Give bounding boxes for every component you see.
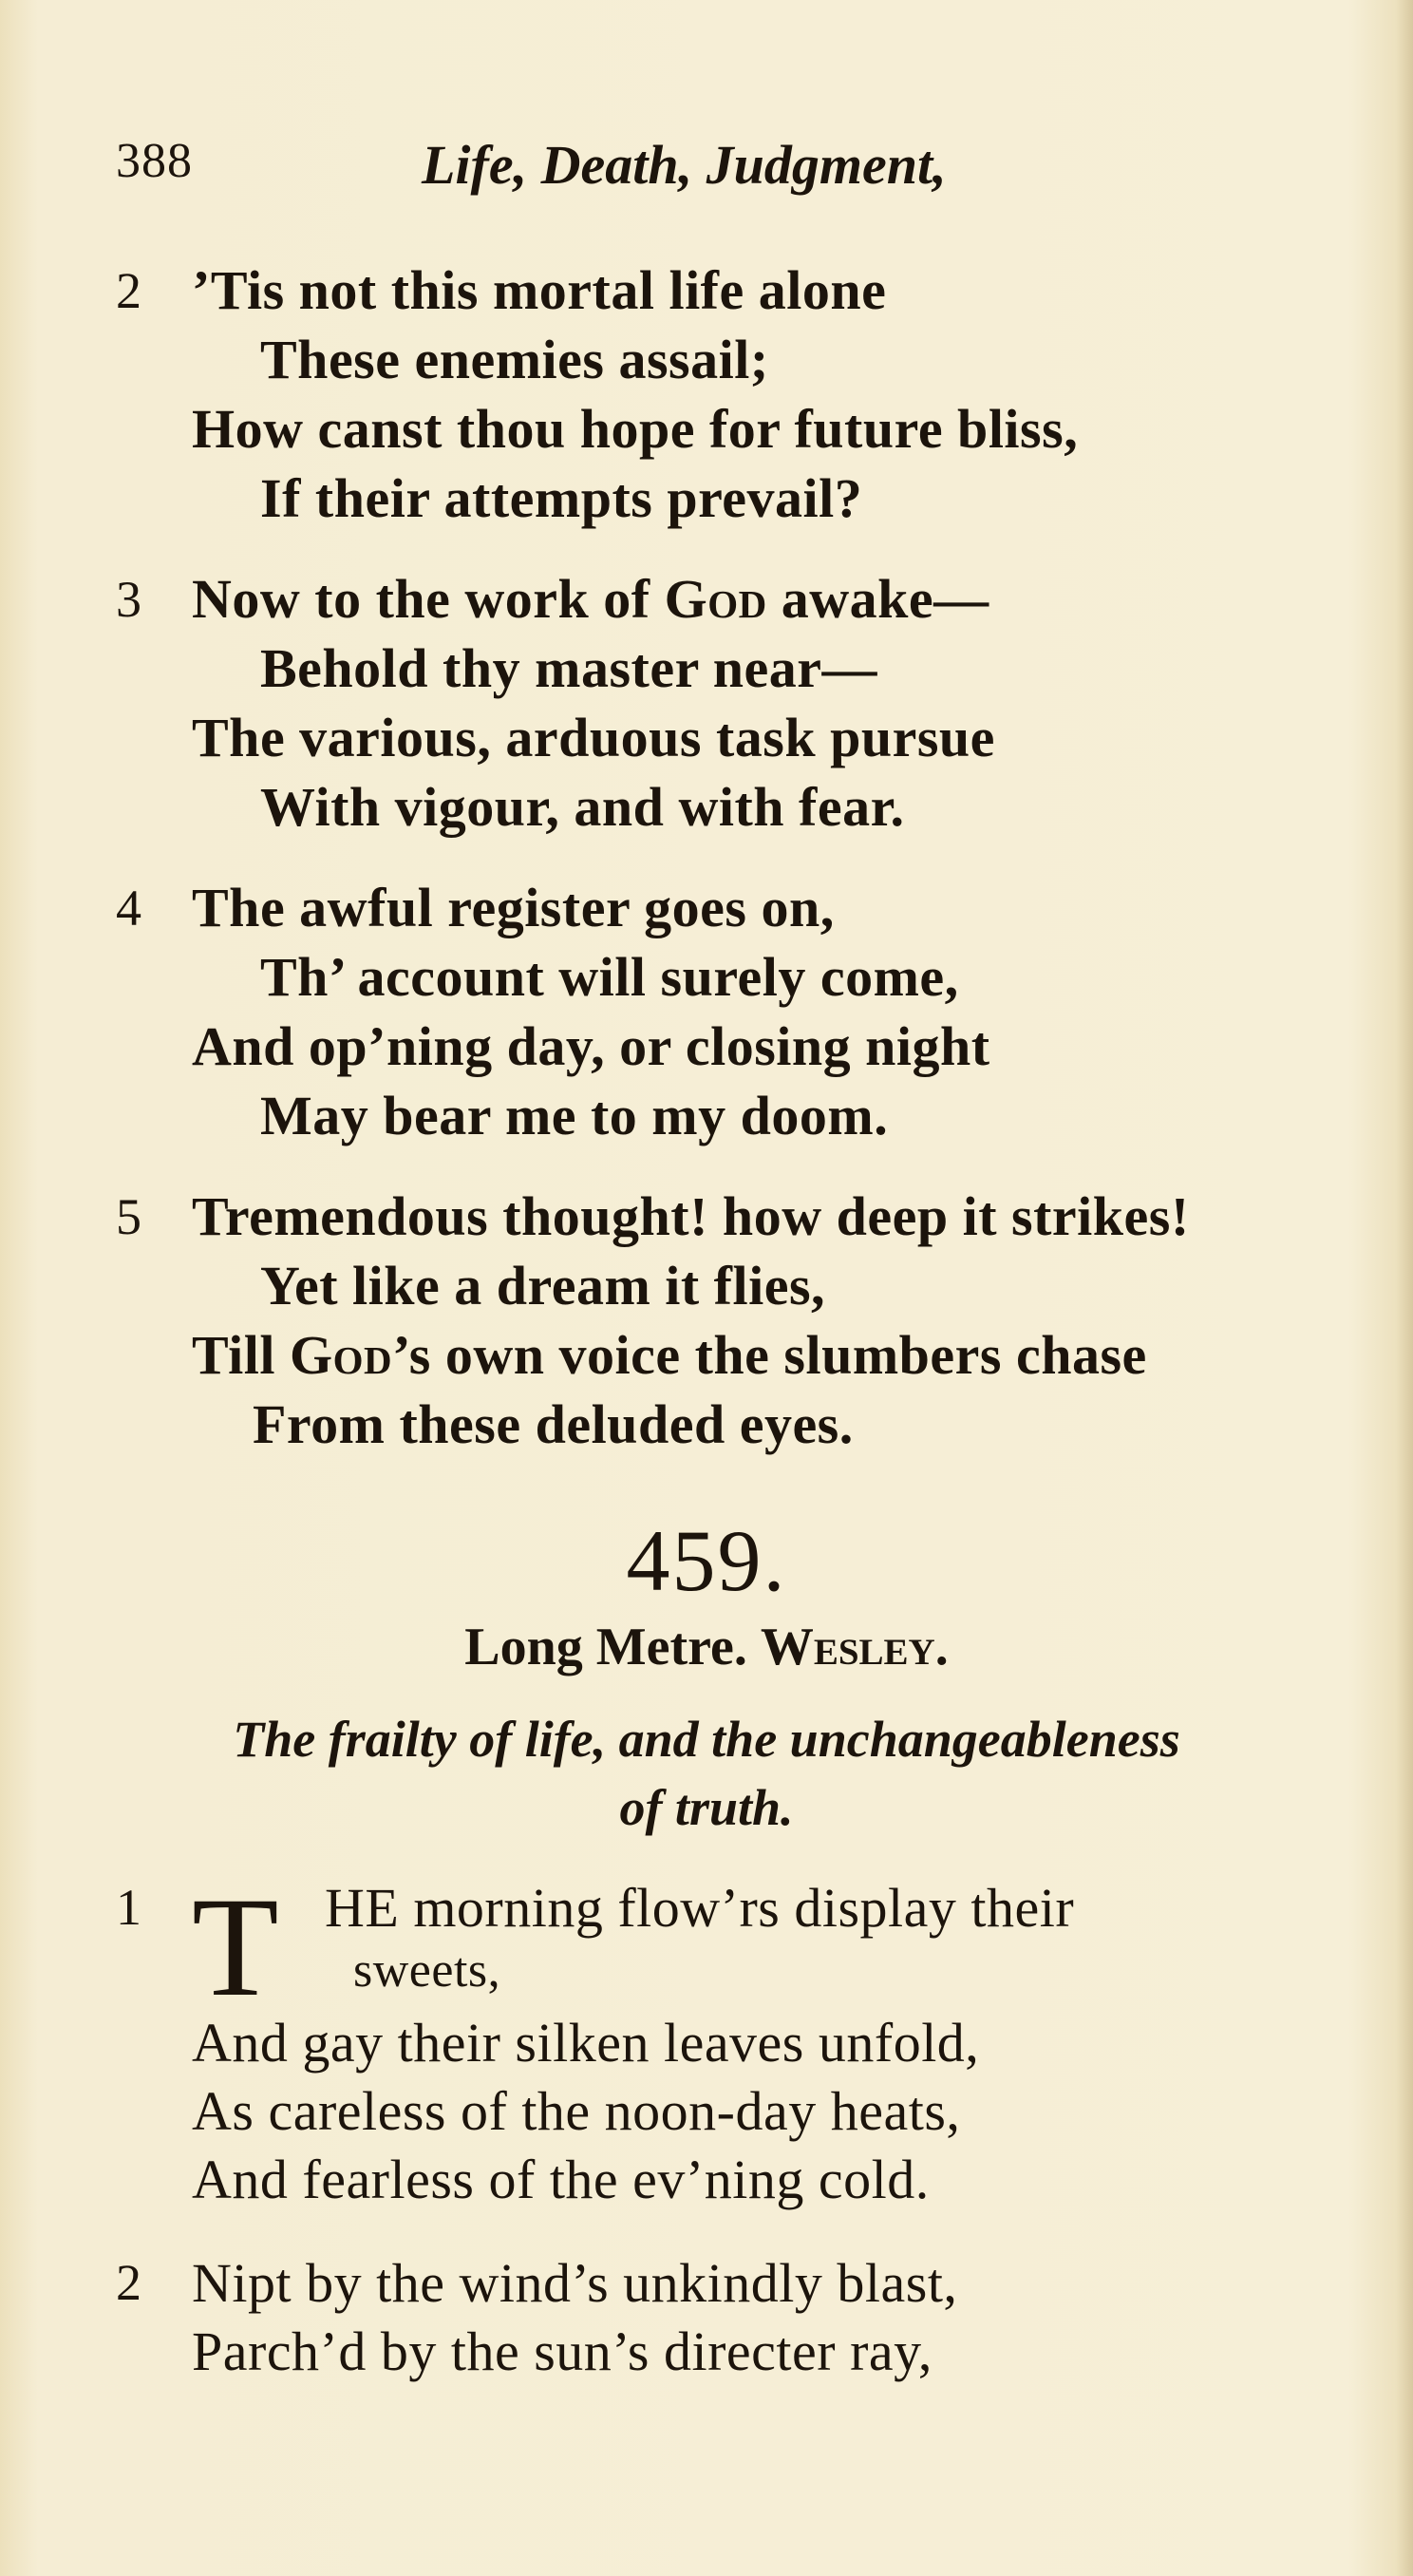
- verse-line: How canst thou hope for future bliss,: [192, 398, 1079, 460]
- verse-line: And op’ning day, or closing night: [192, 1015, 990, 1077]
- verse-line: Yet like a dream it flies,: [260, 1255, 826, 1316]
- verse-line: ’Tis not this mortal life alone: [192, 259, 887, 321]
- stanza-number: 2: [116, 2254, 141, 2311]
- hymn-459-stanza-1: [116, 1868, 1388, 2210]
- verse-line: From these deluded eyes.: [253, 1393, 854, 1455]
- verse-line: Behold thy master near—: [260, 637, 878, 699]
- verse-line: May bear me to my doom.: [260, 1085, 889, 1146]
- stanza-number: 5: [116, 1188, 141, 1245]
- stanza-number: 4: [116, 880, 141, 937]
- drop-cap: T: [192, 1868, 279, 2026]
- verse-line: Tremendous thought! how deep it strikes!: [192, 1185, 1190, 1247]
- hymn-number: 459.: [626, 1512, 787, 1609]
- verse-line: And fearless of the ev’ning cold.: [192, 2149, 930, 2210]
- stanza-number: 3: [116, 571, 141, 628]
- verse-line: With vigour, and with fear.: [260, 776, 905, 838]
- verse-line: Parch’d by the sun’s directer ray,: [192, 2320, 933, 2382]
- verse-line: As careless of the noon-day heats,: [192, 2080, 961, 2142]
- stanza-number: 2: [116, 262, 141, 319]
- verse-line: Th’ account will surely come,: [260, 946, 959, 1008]
- verse-line: HE morning flow’rs display their: [325, 1877, 1075, 1939]
- meter: Long Metre.: [464, 1618, 747, 1676]
- page-header: [116, 133, 1350, 209]
- verse-line: The awful register goes on,: [192, 877, 835, 938]
- stanza-number: 1: [116, 1879, 141, 1936]
- verse-line: sweets,: [353, 1943, 501, 1998]
- verse-line: If their attempts prevail?: [260, 467, 863, 529]
- running-head: Life, Death, Judgment,: [422, 134, 947, 196]
- hymn-subject-line-2: of truth.: [619, 1779, 794, 1836]
- page-number: 388: [116, 134, 193, 188]
- meter-and-author: [0, 1617, 1413, 1677]
- hymn-459-stanza-2: [116, 2251, 1388, 2403]
- verse-line: And gay their silken leaves unfold,: [192, 2012, 980, 2074]
- author: Wesley.: [760, 1618, 949, 1676]
- verse-line: Now to the work of God awake—: [192, 568, 989, 630]
- page-edge-shadow: [1396, 0, 1413, 2576]
- verse-line: These enemies assail;: [260, 329, 769, 390]
- verse-line: The various, arduous task pursue: [192, 707, 995, 768]
- verse-line: Nipt by the wind’s unkindly blast,: [192, 2252, 958, 2314]
- hymn-subject-line-1: The frailty of life, and the unchangeableness: [233, 1711, 1180, 1768]
- verse-line: Till God’s own voice the slumbers chase: [192, 1324, 1147, 1386]
